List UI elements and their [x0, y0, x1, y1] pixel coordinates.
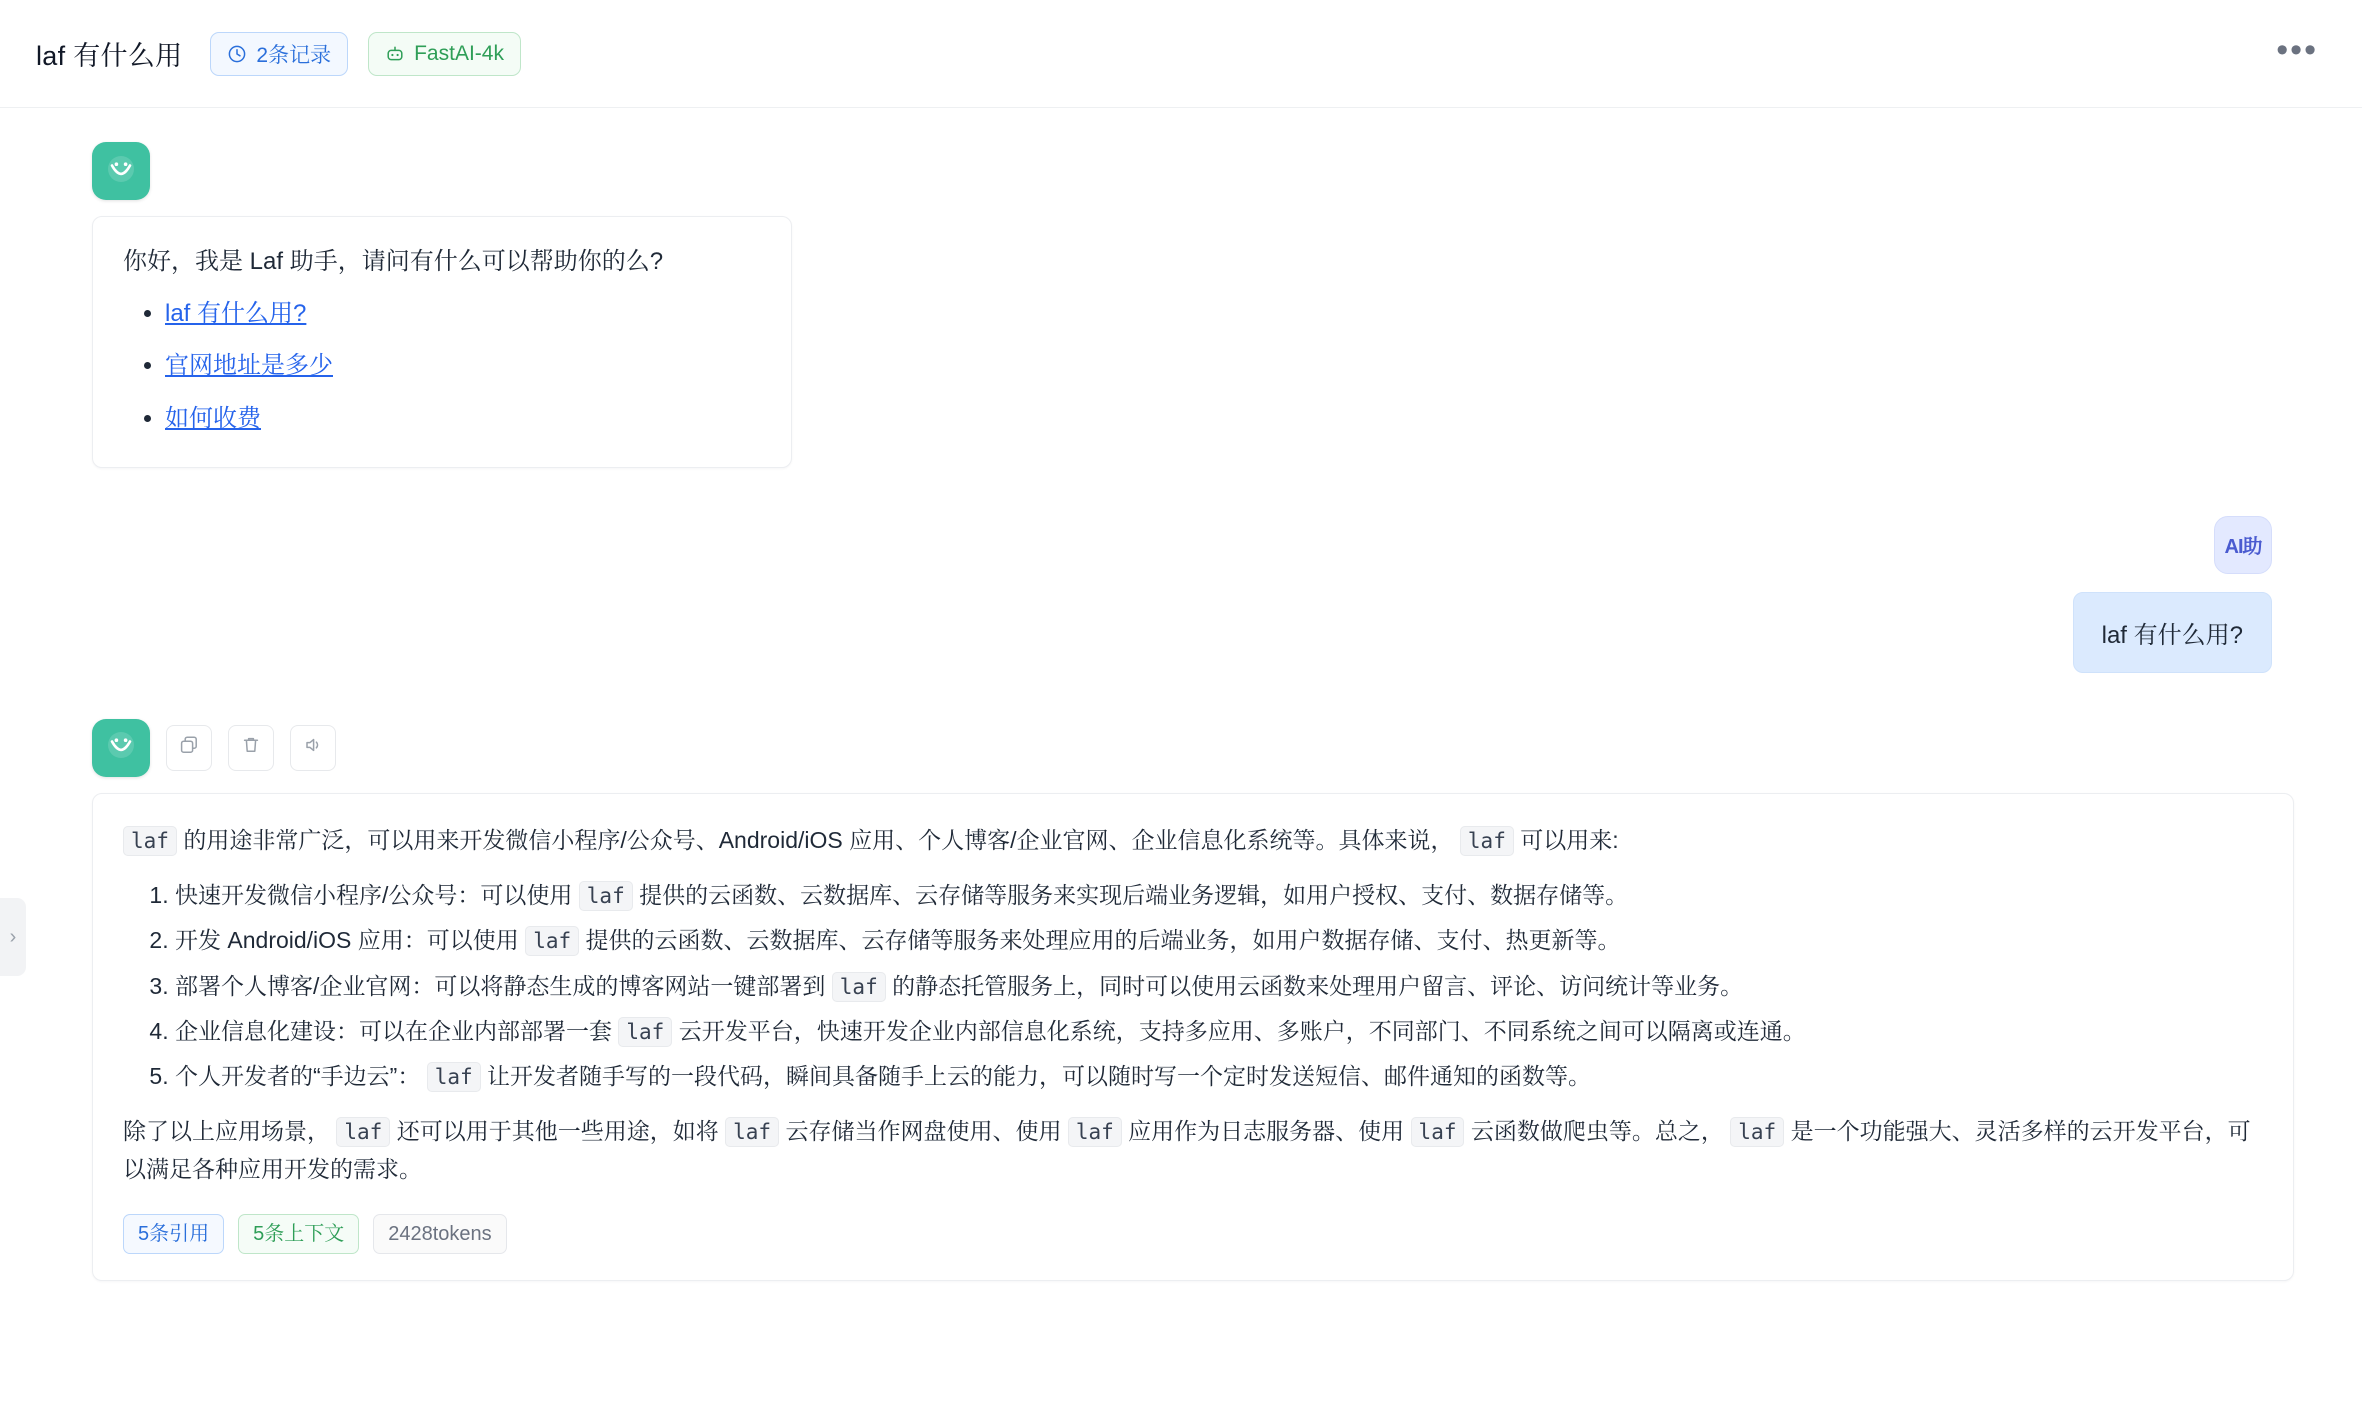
inline-code: laf: [725, 1117, 779, 1147]
inline-code: laf: [1730, 1117, 1784, 1147]
item-text-before: 部署个人博客/企业官网：可以将静态生成的博客网站一键部署到: [175, 972, 826, 999]
inline-code: laf: [1460, 826, 1514, 856]
list-item: [175, 877, 2263, 914]
inline-code: laf: [525, 926, 579, 956]
bot-intro-bubble: [92, 216, 792, 468]
model-chip-label: FastAI-4k: [414, 41, 504, 65]
item-text-after: 云开发平台，快速开发企业内部信息化系统，支持多应用、多账户，不同部门、不同系统之间可以隔离或连通。: [678, 1017, 1806, 1044]
inline-code: laf: [427, 1062, 481, 1092]
laf-logo-icon: [104, 152, 138, 191]
item-text-before: 开发 Android/iOS 应用：可以使用: [175, 927, 519, 954]
records-chip-label: 2条记录: [256, 43, 332, 67]
avatar: [92, 142, 150, 200]
laf-logo-icon: [104, 728, 138, 767]
message-bot-intro: [34, 108, 2328, 468]
inline-code: laf: [832, 972, 886, 1002]
answer-intro: [123, 822, 2263, 859]
item-text-before: 个人开发者的“手边云”：: [175, 1063, 421, 1089]
list-item: [165, 400, 761, 437]
delete-button[interactable]: [228, 725, 274, 771]
page-title: laf 有什么用: [36, 41, 183, 71]
bot-avatar-wrap: [92, 142, 150, 200]
item-text-after: 提供的云函数、云数据库、云存储等服务来处理应用的后端业务，如用户数据存储、支付、热更新等。: [585, 927, 1621, 954]
avatar: [2214, 516, 2272, 574]
inline-code: laf: [123, 826, 177, 856]
item-text-before: 快速开发微信小程序/公众号：可以使用: [175, 882, 573, 908]
user-avatar-label: AI助: [2224, 536, 2262, 559]
summary-part: 除了以上应用场景，: [123, 1118, 330, 1145]
list-item: [175, 1058, 2263, 1095]
list-item: [175, 922, 2263, 959]
suggestion-link-1[interactable]: laf 有什么用?: [165, 300, 307, 328]
records-chip[interactable]: [210, 32, 348, 76]
answer-intro-before: 的用途非常广泛，可以用来开发微信小程序/公众号、Android/iOS 应用、个人博客/企业官网、企业信息化系统等。具体来说，: [183, 826, 1454, 853]
list-item: [175, 1013, 2263, 1050]
summary-part: 是一个功能强大、灵活多样的云开发平台，可以满足各种应用开发的需求。: [123, 1118, 2251, 1182]
item-text-after: 让开发者随手写的一段代码，瞬间具备随手上云的能力，可以随时写一个定时发送短信、邮件通知的函数等。: [487, 1063, 1592, 1089]
list-item: [165, 295, 761, 332]
trash-icon: [240, 734, 262, 761]
copy-icon: [178, 734, 200, 761]
answer-list: [123, 877, 2263, 1095]
inline-code: laf: [336, 1117, 390, 1147]
item-text-after: 的静态托管服务上，同时可以使用云函数来处理用户留言、评论、访问统计等业务。: [892, 972, 1744, 999]
summary-part: 应用作为日志服务器、使用: [1128, 1118, 1405, 1145]
summary-part: 云存储当作网盘使用、使用: [785, 1118, 1062, 1145]
summary-part: 还可以用于其他一些用途，如将: [396, 1118, 719, 1145]
more-options-button[interactable]: •••: [2276, 30, 2318, 69]
clock-icon: [227, 44, 247, 64]
inline-code: laf: [1068, 1117, 1122, 1147]
tokens-badge: 2428tokens: [373, 1214, 506, 1254]
answer-summary: [123, 1113, 2263, 1188]
context-badge[interactable]: 5条上下文: [238, 1214, 359, 1254]
message-user: [34, 516, 2328, 673]
suggestion-link-2[interactable]: 官网地址是多少: [165, 352, 333, 380]
answer-badges: [123, 1214, 2263, 1254]
item-text-before: 企业信息化建设：可以在企业内部部署一套: [175, 1017, 612, 1044]
bot-greeting-text: 你好，我是 Laf 助手，请问有什么可以帮助你的么?: [123, 248, 664, 275]
summary-part: 云函数做爬虫等。总之，: [1470, 1118, 1724, 1145]
bot-answer-card: [92, 793, 2294, 1281]
inline-code: laf: [579, 881, 633, 911]
quote-badge[interactable]: 5条引用: [123, 1214, 224, 1254]
chat-body: [0, 108, 2362, 1425]
robot-icon: [385, 44, 405, 64]
copy-button[interactable]: [166, 725, 212, 771]
chat-header: [0, 0, 2362, 108]
list-item: [165, 347, 761, 384]
suggestion-link-3[interactable]: 如何收费: [165, 404, 261, 432]
speaker-icon: [302, 734, 324, 761]
inline-code: laf: [618, 1017, 672, 1047]
inline-code: laf: [1411, 1117, 1465, 1147]
speak-button[interactable]: [290, 725, 336, 771]
user-message-bubble: laf 有什么用?: [2073, 592, 2272, 673]
sidebar-collapse-handle[interactable]: ›: [0, 898, 26, 976]
suggestion-list: [123, 295, 761, 437]
model-chip[interactable]: [368, 32, 521, 76]
bot-message-toolbar: [92, 719, 2328, 777]
list-item: [175, 968, 2263, 1005]
answer-intro-after: 可以用来:: [1520, 826, 1619, 853]
item-text-after: 提供的云函数、云数据库、云存储等服务来实现后端业务逻辑，如用户授权、支付、数据存储等。: [639, 882, 1629, 908]
avatar: [92, 719, 150, 777]
